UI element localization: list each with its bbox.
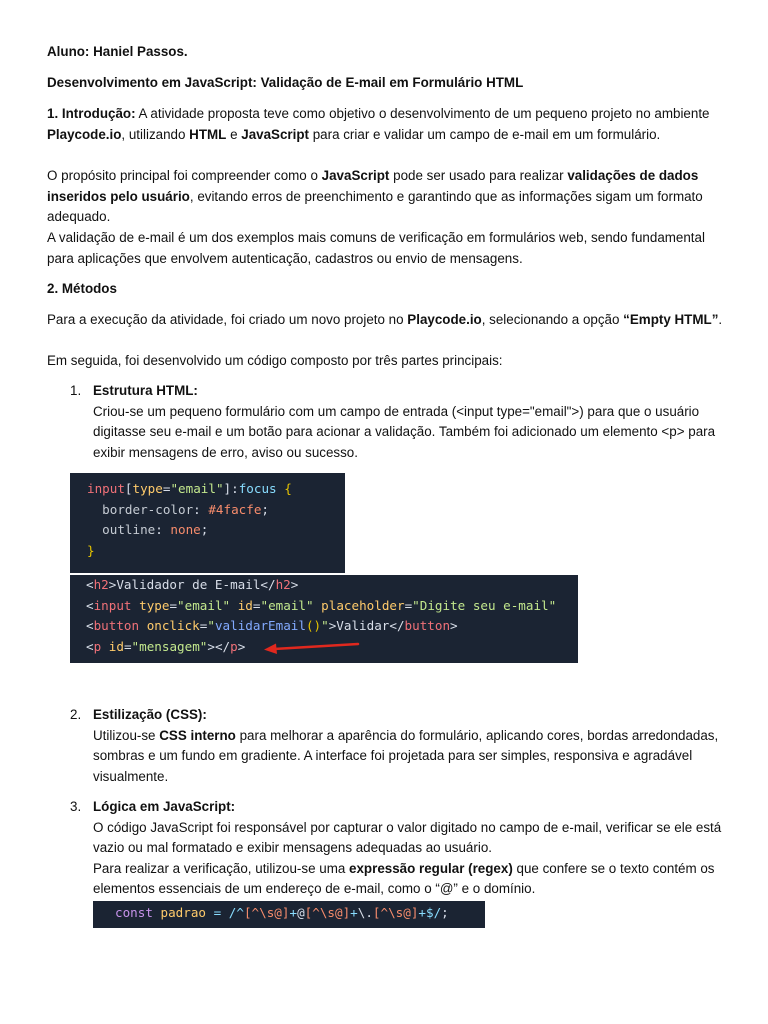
red-arrow-icon: [262, 640, 362, 656]
list-item-js: Lógica em JavaScript: O código JavaScript foi responsável por capturar o valor digitado no campo de e-mail, verificar se ele está vazio ou mal formatado e exibir mensagens adequadas ao usuário. Para realizar a verificação, utilizou-se uma expressão regular (regex) que confere se o texto contém os elementos essenciais de um endereço de e-mail, como o “@” e o domínio.: [93, 799, 722, 896]
list-item-html: Estrutura HTML: Criou-se um pequeno formulário com um campo de entrada (<input type="email">) para que o usuário digitasse seu e-mail e um botão para acionar a validação. Também foi adicionado um elemento <p> para exibir mensagens de erro, aviso ou sucesso.: [93, 383, 716, 460]
list-number: 2.: [70, 707, 82, 722]
html-code-block: <h2>Validador de E-mail</h2> <input type="email" id="email" placeholder="Digite seu e-mail" <button onclick="validarEmail()">Validar</button> <p id="mensagem"></p>: [70, 575, 578, 663]
list-number: 3.: [70, 799, 82, 814]
intro-paragraph: 1. Introdução: A atividade proposta teve como objetivo o desenvolvimento de um pequeno projeto no ambiente Playcode.io, utilizando HTML e JavaScript para criar e validar um campo de e-mail em um formulário.: [47, 106, 710, 142]
intro-heading: 1. Introdução:: [47, 106, 136, 121]
methods-heading: 2. Métodos: [47, 281, 117, 296]
list-item-css: Estilização (CSS): Utilizou-se CSS interno para melhorar a aparência do formulário, aplicando cores, bordas arredondadas, sombras e um fundo em gradiente. A interface foi projetada para ser simples, responsiva e agradável visualmente.: [93, 707, 719, 784]
regex-code-block: const padrao = /^[^\s@]+@[^\s@]+\.[^\s@]+$/;: [93, 901, 485, 928]
student-line: Aluno: Haniel Passos.: [47, 44, 188, 59]
methods-paragraph: Para a execução da atividade, foi criado um novo projeto no Playcode.io, selecionando a opção “Empty HTML”.: [47, 312, 723, 327]
list-number: 1.: [70, 383, 82, 398]
purpose-paragraph: O propósito principal foi compreender como o JavaScript pode ser usado para realizar validações de dados inseridos pelo usuário, evitando erros de preenchimento e garantindo que as informações sigam um formato adequado.: [47, 168, 703, 224]
document-title: Desenvolvimento em JavaScript: Validação de E-mail em Formulário HTML: [47, 75, 524, 90]
methods-parts-paragraph: Em seguida, foi desenvolvido um código composto por três partes principais:: [47, 353, 503, 368]
css-code-block: input[type="email"]:focus { border-color: #4facfe; outline: none; }: [70, 473, 345, 573]
validation-paragraph: A validação de e-mail é um dos exemplos mais comuns de verificação em formulários web, sendo fundamental para aplicações que envolvem autenticação, cadastros ou envio de mensagens.: [47, 230, 705, 266]
